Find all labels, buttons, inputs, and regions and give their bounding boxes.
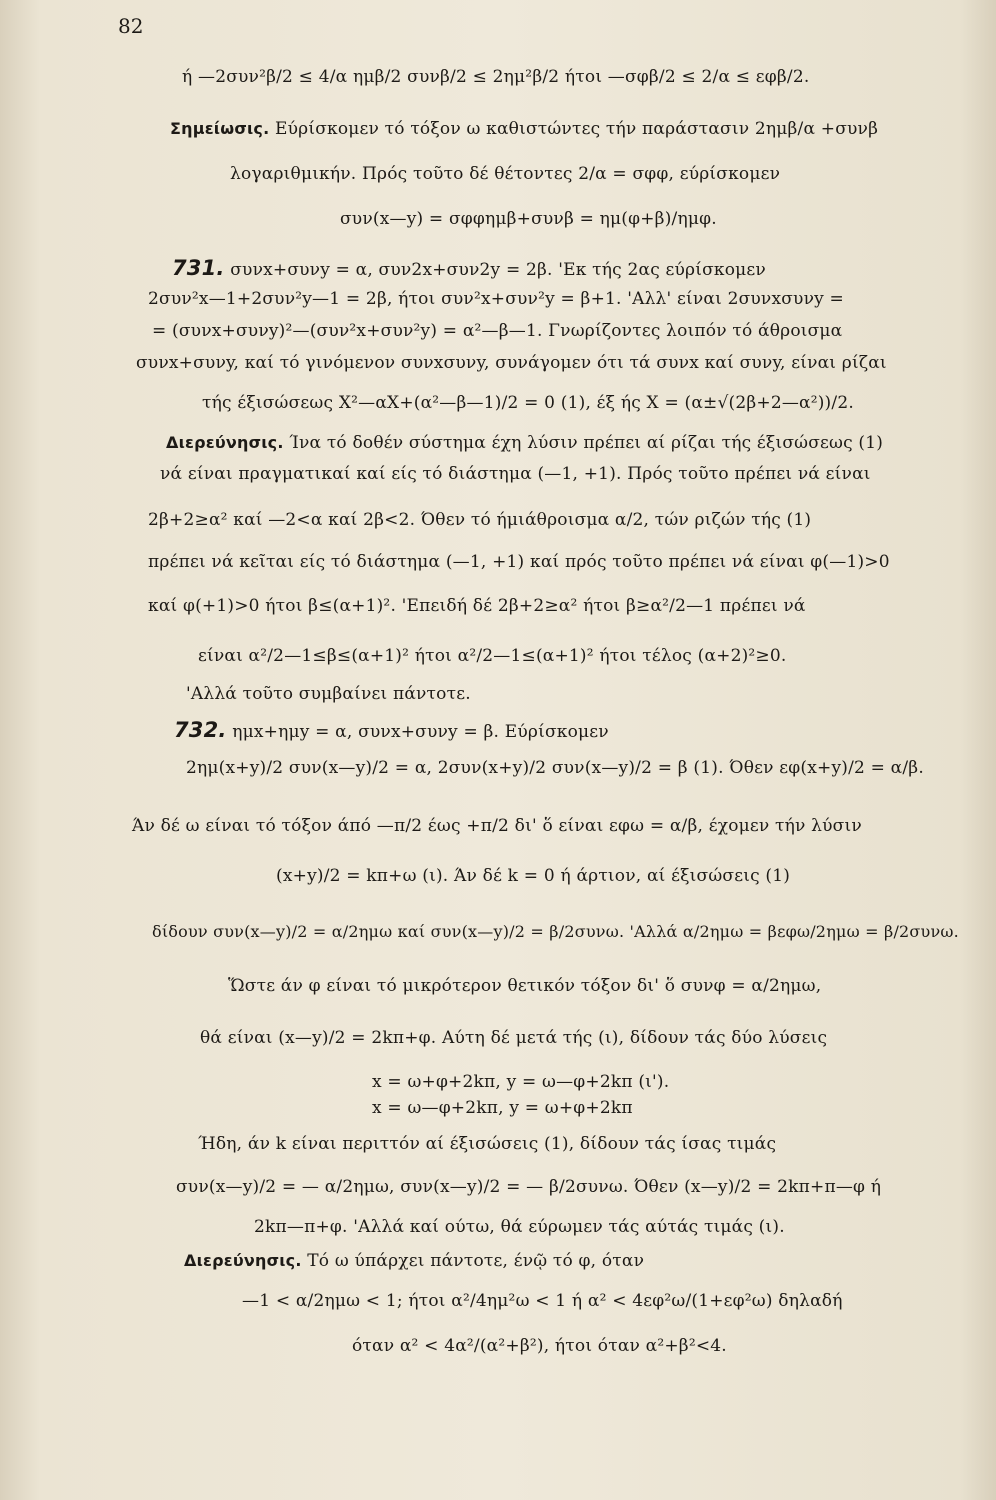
- line-text: πρέπει νά κεῖται είς τό διάστημα (—1, +1) καί πρός τοῦτο πρέπει νά είναι φ(—1)>0: [148, 552, 890, 572]
- line-text: είναι α²/2—1≤β≤(α+1)² ήτοι α²/2—1≤(α+1)² ήτοι τέλος (α+2)²≥0.: [198, 646, 787, 666]
- text-line: [152, 320, 842, 342]
- text-line: [148, 509, 811, 531]
- section-heading: Σημείωσις.: [170, 119, 270, 138]
- line-text: 'Αλλά τοῦτο συμβαίνει πάντοτε.: [186, 684, 471, 704]
- line-text: x = ω—φ+2kπ, y = ω+φ+2kπ: [372, 1098, 633, 1118]
- line-text: Ήδη, άν k είναι περιττόν αί έξισώσεις (1), δίδουν τάς ίσας τιμάς: [198, 1134, 777, 1154]
- text-line: [160, 463, 871, 485]
- text-line: [132, 815, 862, 837]
- text-line: [254, 1216, 785, 1238]
- line-text: Εύρίσκομεν τό τόξον ω καθιστώντες τήν παράστασιν 2ημβ/α +συνβ: [269, 119, 879, 139]
- section-heading: Διερεύνησις.: [166, 433, 284, 452]
- line-text: συνx+συνy, καί τό γινόμενον συνxσυνy, συνάγομεν ότι τά συνx καί συνy, είναι ρίζαι: [136, 353, 887, 373]
- line-text: νά είναι πραγματικαί καί είς τό διάστημα (—1, +1). Πρός τοῦτο πρέπει νά είναι: [160, 464, 871, 484]
- text-line: [198, 645, 787, 667]
- line-text: 2συν²x—1+2συν²y—1 = 2β, ήτοι συν²x+συν²y = β+1. 'Αλλ' είναι 2συνxσυνy =: [148, 289, 844, 309]
- exercise-number: 732.: [174, 718, 227, 742]
- line-text: όταν α² < 4α²/(α²+β²), ήτοι όταν α²+β²<4.: [352, 1336, 727, 1356]
- text-line: [202, 392, 854, 414]
- text-line: [340, 208, 717, 230]
- text-line: [148, 288, 844, 310]
- line-text: = (συνx+συνy)²—(συν²x+συν²y) = α²—β—1. Γνωρίζοντες λοιπόν τό άθροισμα: [152, 321, 843, 341]
- text-line: [184, 1250, 644, 1272]
- text-line: [186, 757, 924, 779]
- text-line: [174, 719, 609, 743]
- text-line: [166, 432, 883, 454]
- line-text: συν(x—y)/2 = — α/2ημω, συν(x—y)/2 = — β/2συνω. Όθεν (x—y)/2 = 2kπ+π—φ ή: [176, 1177, 882, 1197]
- text-line: [372, 1071, 669, 1093]
- line-text: θά είναι (x—y)/2 = 2kπ+φ. Αύτη δέ μετά τής (ι), δίδουν τάς δύο λύσεις: [200, 1028, 828, 1048]
- line-text: x = ω+φ+2kπ, y = ω—φ+2kπ (ι').: [372, 1072, 670, 1092]
- exercise-number: 731.: [172, 256, 225, 280]
- line-text: Άν δέ ω είναι τό τόξον άπό —π/2 έως +π/2 δι' ὅ είναι εφω = α/β, έχομεν τήν λύσιν: [132, 816, 862, 836]
- text-line: [148, 551, 890, 573]
- line-text: ημx+ημy = α, συνx+συνy = β. Εύρίσκομεν: [226, 722, 609, 742]
- text-line: [176, 1176, 881, 1198]
- page-number: 82: [118, 14, 144, 38]
- text-line: [172, 257, 766, 281]
- line-text: ή —2συν²β/2 ≤ 4/α ημβ/2 συνβ/2 ≤ 2ημ²β/2 ήτοι —σφβ/2 ≤ 2/α ≤ εφβ/2.: [182, 67, 810, 87]
- line-text: τής έξισώσεως X²—αX+(α²—β—1)/2 = 0 (1), έξ ής X = (α±√(2β+2—α²))/2.: [202, 393, 854, 413]
- text-line: [242, 1290, 843, 1312]
- text-line: [372, 1097, 633, 1119]
- line-text: 2ημ(x+y)/2 συν(x—y)/2 = α, 2συν(x+y)/2 συν(x—y)/2 = β (1). Όθεν εφ(x+y)/2 = α/β.: [186, 758, 924, 778]
- line-text: 2kπ—π+φ. 'Αλλά καί ούτω, θά εύρωμεν τάς αύτάς τιμάς (ι).: [254, 1217, 785, 1237]
- text-line: [200, 1027, 827, 1049]
- line-text: λογαριθμικήν. Πρός τοῦτο δέ θέτοντες 2/α = σφφ, εύρίσκομεν: [230, 164, 781, 184]
- text-line: [170, 118, 878, 140]
- text-line: [276, 865, 790, 887]
- text-line: [228, 975, 821, 997]
- line-text: δίδουν συν(x—y)/2 = α/2ημω καί συν(x—y)/2 = β/2συνω. 'Αλλά α/2ημω = βεφω/2ημω = β/2συνω.: [152, 922, 959, 941]
- line-text: —1 < α/2ημω < 1; ήτοι α²/4ημ²ω < 1 ή α² < 4εφ²ω/(1+εφ²ω) δηλαδή: [242, 1291, 843, 1311]
- line-text: Ὥστε άν φ είναι τό μικρότερον θετικόν τόξον δι' ὅ συνφ = α/2ημω,: [228, 976, 822, 996]
- section-heading: Διερεύνησις.: [184, 1251, 302, 1270]
- text-line: [186, 683, 471, 705]
- line-text: συν(x—y) = σφφημβ+συνβ = ημ(φ+β)/ημφ.: [340, 209, 717, 229]
- line-text: συνx+συνy = α, συν2x+συν2y = 2β. 'Εκ τής 2ας εύρίσκομεν: [224, 260, 766, 280]
- text-line: [182, 66, 809, 88]
- text-line: [148, 595, 806, 617]
- line-text: καί φ(+1)>0 ήτοι β≤(α+1)². 'Επειδή δέ 2β+2≥α² ήτοι β≥α²/2—1 πρέπει νά: [148, 596, 806, 616]
- text-line: [198, 1133, 776, 1155]
- text-line: [352, 1335, 727, 1357]
- line-text: Ίνα τό δοθέν σύστημα έχη λύσιν πρέπει αί ρίζαι τής έξισώσεως (1): [283, 433, 884, 453]
- line-text: 2β+2≥α² καί —2<α καί 2β<2. Όθεν τό ήμιάθροισμα α/2, τών ριζών τής (1): [148, 510, 812, 530]
- text-line: [136, 352, 887, 374]
- text-line: [230, 163, 780, 185]
- text-line: [152, 921, 959, 943]
- line-text: (x+y)/2 = kπ+ω (ι). Άν δέ k = 0 ή άρτιον, αί έξισώσεις (1): [276, 866, 791, 886]
- line-text: Τό ω ύπάρχει πάντοτε, ένῷ τό φ, όταν: [301, 1251, 645, 1271]
